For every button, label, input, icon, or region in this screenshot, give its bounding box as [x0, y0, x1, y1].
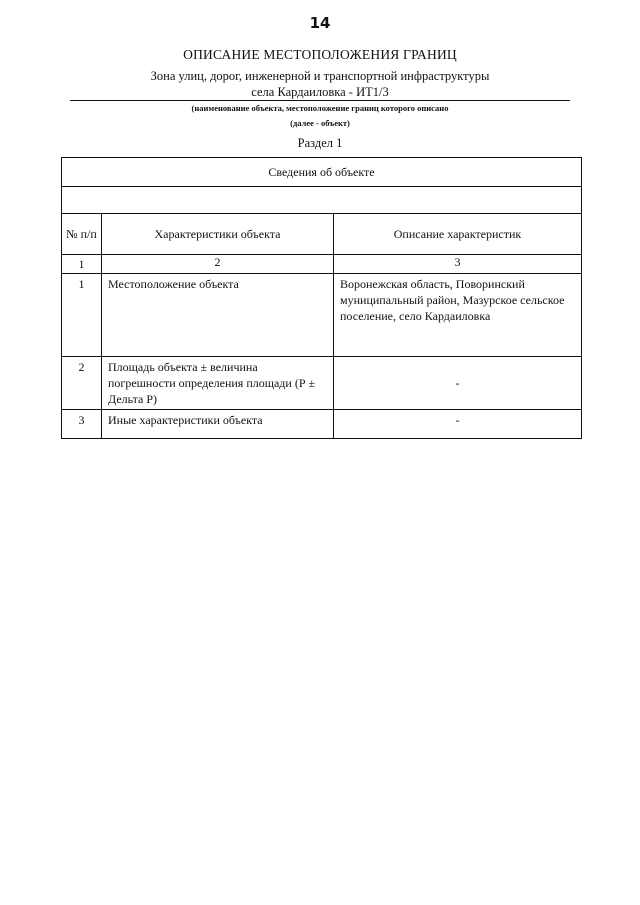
- column-number-row: [62, 255, 582, 274]
- table-row: [62, 357, 582, 410]
- row-characteristic: Иные характеристики объекта: [102, 410, 334, 439]
- table-row: [62, 274, 582, 357]
- column-header-characteristic: Характеристики объекта: [102, 214, 334, 255]
- row-num: 2: [62, 357, 102, 410]
- object-name-line-1: Зона улиц, дорог, инженерной и транспортной инфраструктуры: [150, 69, 490, 83]
- object-name-line-2: села Кардаиловка - ИТ1/3: [251, 85, 389, 99]
- table-row: [62, 410, 582, 439]
- row-characteristic: Местоположение объекта: [102, 274, 334, 357]
- table-header-row: [62, 214, 582, 255]
- underline-divider: [70, 100, 570, 101]
- table-heading: Сведения об объекте: [62, 158, 582, 187]
- column-number: 3: [334, 255, 582, 274]
- column-header-num: № п/п: [62, 214, 102, 255]
- column-number: 2: [102, 255, 334, 274]
- object-note-line-2: (далее - объект): [290, 118, 350, 128]
- object-note-line-1: (наименование объекта, местоположение границ которого описано: [191, 103, 449, 113]
- column-number: 1: [62, 255, 102, 274]
- table-heading-row: [62, 158, 582, 187]
- page-number: 14: [309, 14, 331, 32]
- table-spacer: [62, 187, 582, 214]
- object-info-table: [61, 157, 582, 439]
- row-num: 1: [62, 274, 102, 357]
- row-num: 3: [62, 410, 102, 439]
- row-description: -: [334, 410, 582, 439]
- section-title: Раздел 1: [297, 136, 343, 150]
- column-header-description: Описание характеристик: [334, 214, 582, 255]
- row-description: -: [334, 357, 582, 410]
- table-spacer-row: [62, 187, 582, 214]
- row-description: Воронежская область, Поворинский муниципальный район, Мазурское сельское поселение, село Кардаиловка: [334, 274, 582, 357]
- document-title: ОПИСАНИЕ МЕСТОПОЛОЖЕНИЯ ГРАНИЦ: [183, 47, 457, 62]
- row-characteristic: Площадь объекта ± величина погрешности определения площади (Р ± Дельта Р): [102, 357, 334, 410]
